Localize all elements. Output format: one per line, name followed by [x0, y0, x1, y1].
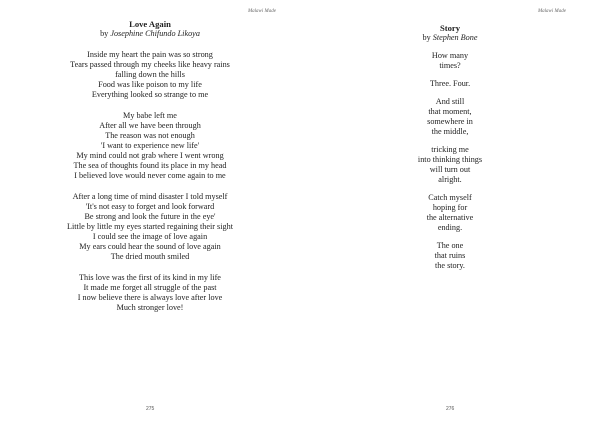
poem-line: Everything looked so strange to me	[91, 90, 209, 99]
poem-title: Love Again	[129, 19, 171, 29]
poem-line: Be strong and look the future in the eye'	[84, 212, 216, 221]
poem-line: I believed love would never come again to me	[74, 171, 226, 180]
poem-line: How many	[431, 51, 469, 60]
poem-line: the story.	[435, 261, 465, 270]
running-head: Malawi Made	[538, 9, 566, 14]
poem-line: The sea of thoughts found its place in my head	[73, 161, 227, 170]
poem-line: that moment,	[428, 107, 472, 116]
poem-line: The one	[436, 241, 464, 250]
stanza	[340, 97, 560, 137]
poem-author: Josephine Chifundo Likoya	[110, 29, 200, 38]
stanza	[20, 111, 280, 181]
stanza	[340, 51, 560, 71]
poem-line: Little by little my eyes started regaining their sight	[67, 222, 233, 231]
poem-line: ending.	[437, 223, 463, 232]
poem-line: Inside my heart the pain was so strong	[87, 50, 213, 59]
poem-line: My ears could hear the sound of love again	[79, 242, 221, 251]
poem-line: into thinking things	[417, 155, 483, 164]
byline-prefix: by	[100, 29, 109, 38]
stanza	[340, 145, 560, 185]
stanza	[20, 192, 280, 262]
poem-line: The dried mouth smiled	[110, 252, 190, 261]
page-number: 275	[146, 406, 155, 412]
poem-line: It made me forget all struggle of the past	[83, 283, 217, 292]
poem-line: tricking me	[431, 145, 469, 154]
poem-author: Stephen Bone	[432, 33, 478, 42]
poem-line: times?	[439, 61, 461, 70]
poem-line: falling down the hills	[115, 70, 185, 79]
poem-line: 'It's not easy to forget and look forward	[85, 202, 215, 211]
stanza	[340, 79, 560, 89]
page-number: 276	[446, 406, 455, 412]
poem-line: I now believe there is always love after love	[77, 293, 223, 302]
byline-prefix: by	[422, 33, 431, 42]
stanza	[340, 241, 560, 271]
poem-line: Much stronger love!	[116, 303, 184, 312]
stanza	[20, 273, 280, 313]
running-head: Malawi Made	[248, 9, 276, 14]
poem-line: This love was the first of its kind in my life	[79, 273, 221, 282]
stanza	[340, 193, 560, 233]
stanza	[20, 50, 280, 100]
poem-line: hoping for	[432, 203, 468, 212]
poem-byline	[20, 29, 280, 39]
poem-line: And still	[435, 97, 465, 106]
poem-title: Story	[439, 23, 461, 33]
poem-line: After a long time of mind disaster I told myself	[72, 192, 228, 201]
right-page	[300, 0, 600, 424]
poem-love-again	[20, 19, 280, 313]
poem-line: My babe left me	[123, 111, 177, 120]
poem-line: alright.	[438, 175, 462, 184]
poem-byline	[340, 33, 560, 43]
poem-story	[340, 23, 560, 271]
poem-line: The reason was not enough	[105, 131, 195, 140]
poem-line: Catch myself	[428, 193, 472, 202]
poem-line: After all we have been through	[99, 121, 201, 130]
poem-line: Three. Four.	[429, 79, 471, 88]
poem-line: Tears passed through my cheeks like heavy rains	[70, 60, 230, 69]
poem-line: the middle,	[431, 127, 469, 136]
poem-line: My mind could not grab where I went wrong	[76, 151, 224, 160]
poem-line: 'I want to experience new life'	[100, 141, 200, 150]
poem-line: somewhere in	[427, 117, 473, 126]
poem-line: I could see the image of love again	[92, 232, 208, 241]
poem-line: Food was like poison to my life	[98, 80, 202, 89]
poem-line: will turn out	[429, 165, 471, 174]
poem-line: that ruins	[434, 251, 466, 260]
poem-line: the alternative	[426, 213, 474, 222]
